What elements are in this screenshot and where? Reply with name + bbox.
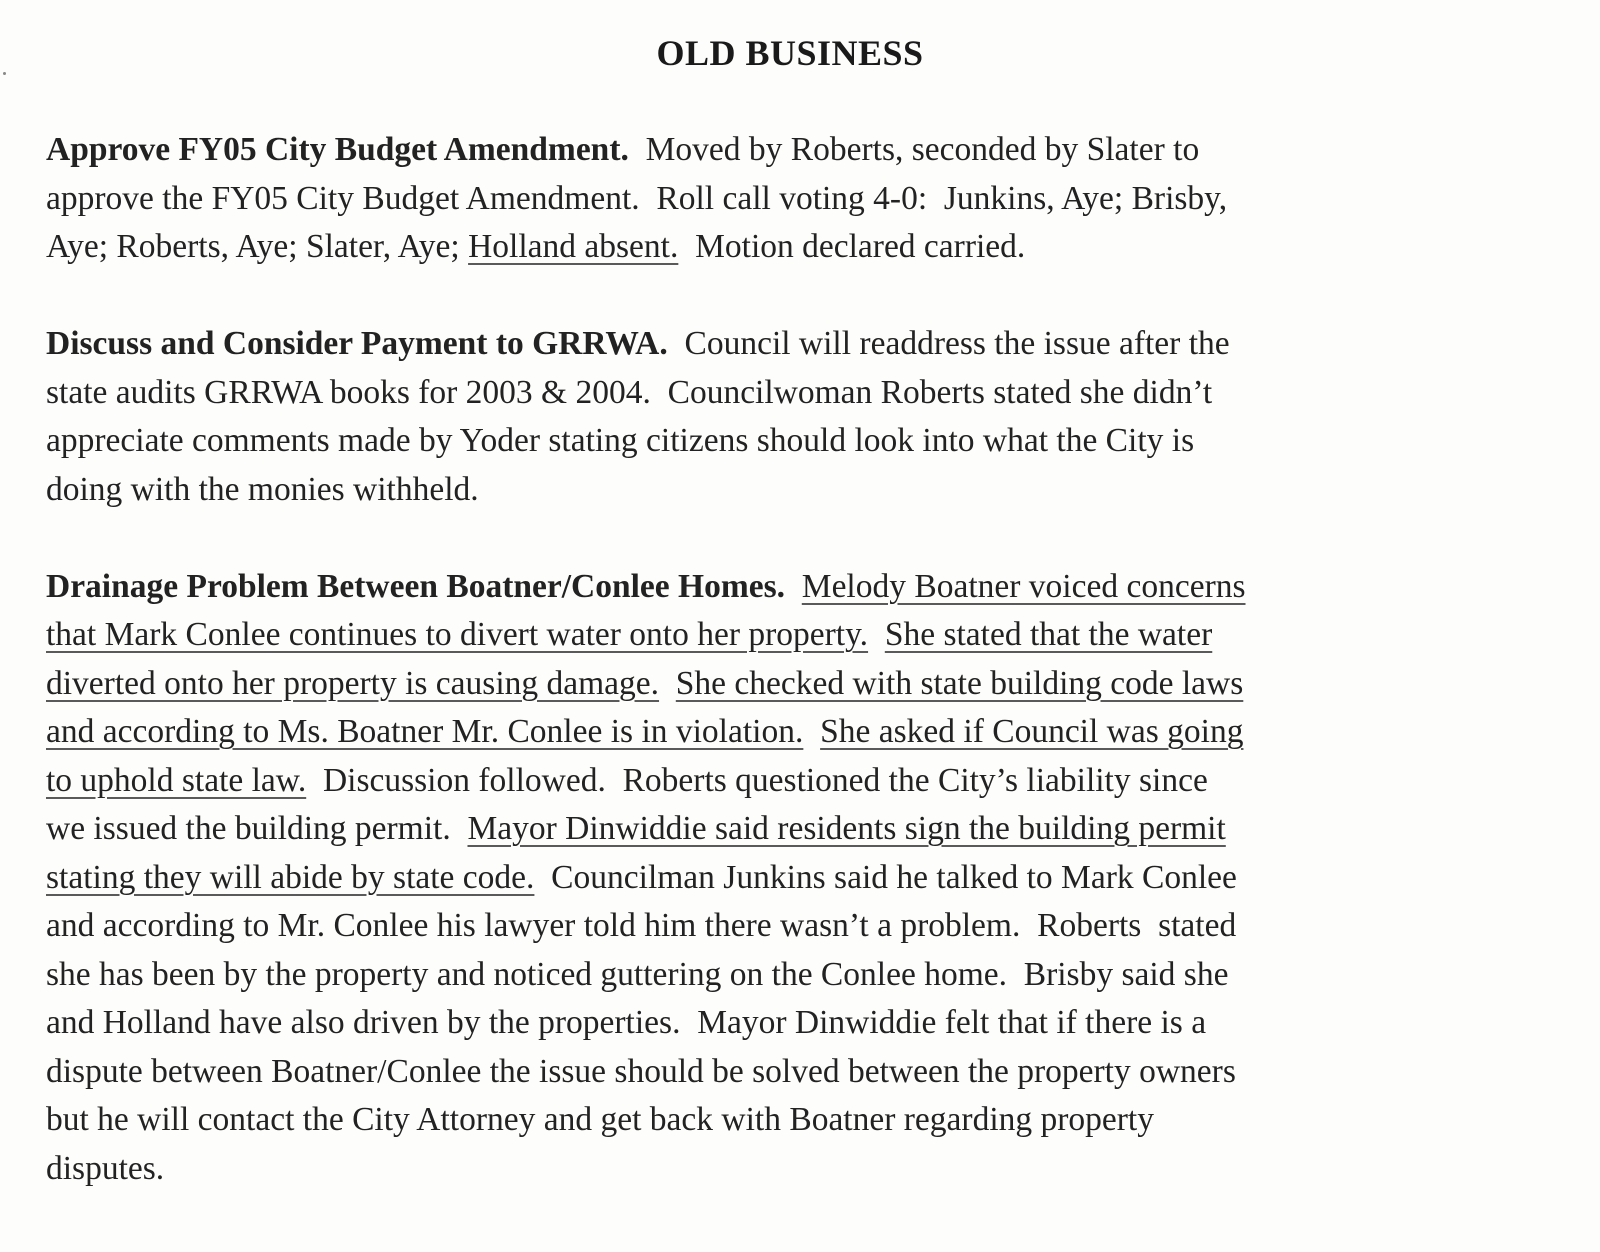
text-line xyxy=(46,563,1576,612)
body-text: and Holland have also driven by the properties. Mayor Dinwiddie felt that if there is a xyxy=(46,1004,1207,1041)
underlined-text: to uphold state law. xyxy=(46,761,307,799)
body-text: Councilman Junkins said he talked to Mark Conlee xyxy=(534,858,1237,896)
text-line xyxy=(46,805,1576,854)
text-line xyxy=(46,854,1576,903)
text-line xyxy=(46,951,1576,1000)
body-text xyxy=(803,713,820,750)
text-line xyxy=(46,320,1576,369)
text-line xyxy=(46,417,1576,466)
page-title: OLD BUSINESS xyxy=(656,33,924,73)
body-text xyxy=(868,616,885,653)
body-text: approve the FY05 City Budget Amendment. Roll call voting 4-0: Junkins, Aye; Brisby, xyxy=(46,179,1228,217)
minutes-body xyxy=(46,126,1576,1242)
text-line xyxy=(46,1145,1576,1194)
body-text: we issued the building permit. xyxy=(46,810,468,847)
text-line xyxy=(46,999,1576,1048)
body-text: doing with the monies withheld. xyxy=(46,470,479,508)
underlined-text: She checked with state building code laws xyxy=(675,664,1244,702)
underlined-text: that Mark Conlee continues to divert water onto her property. xyxy=(46,616,869,653)
text-line xyxy=(46,902,1576,951)
item-heading: Discuss and Consider Payment to GRRWA. xyxy=(46,325,668,362)
item-heading: Approve FY05 City Budget Amendment. xyxy=(46,131,629,168)
body-text: but he will contact the City Attorney and get back with Boatner regarding property xyxy=(46,1101,1154,1138)
text-line xyxy=(46,223,1576,272)
underlined-text: Mayor Dinwiddie said residents sign the building permit xyxy=(467,810,1226,847)
body-text: Council will readdress the issue after the xyxy=(667,325,1230,362)
underlined-text: and according to Ms. Boatner Mr. Conlee is in violation. xyxy=(46,713,804,750)
underlined-text: Melody Boatner voiced concerns xyxy=(801,567,1246,605)
text-line xyxy=(46,1096,1576,1145)
item-heading: Drainage Problem Between Boatner/Conlee Homes. xyxy=(46,567,786,605)
text-line xyxy=(46,369,1576,418)
text-line xyxy=(46,1048,1576,1097)
underlined-text: diverted onto her property is causing damage. xyxy=(46,664,660,702)
underlined-text: She stated that the water xyxy=(884,616,1213,653)
text-line xyxy=(46,175,1576,224)
text-line xyxy=(46,660,1576,709)
body-text xyxy=(785,568,802,605)
body-text: she has been by the property and noticed guttering on the Conlee home. Brisby said she xyxy=(46,955,1229,993)
body-text: and according to Mr. Conlee his lawyer told him there wasn’t a problem. Roberts stated xyxy=(46,907,1237,944)
item-budget-amendment xyxy=(46,126,1576,272)
underlined-text: stating they will abide by state code. xyxy=(46,858,535,896)
text-line xyxy=(46,126,1576,175)
underlined-text: Holland absent. xyxy=(468,228,679,265)
text-line xyxy=(46,611,1576,660)
body-text: Discussion followed. Roberts questioned the City’s liability since xyxy=(306,761,1208,799)
text-line xyxy=(46,466,1576,515)
underlined-text: She asked if Council was going xyxy=(820,713,1244,750)
body-text: Moved by Roberts, seconded by Slater to xyxy=(628,131,1200,168)
body-text: Motion declared carried. xyxy=(678,228,1026,265)
item-drainage-problem xyxy=(46,563,1576,1194)
body-text: appreciate comments made by Yoder stating citizens should look into what the City is xyxy=(46,422,1195,459)
body-text: disputes. xyxy=(46,1149,165,1187)
body-text: Aye; Roberts, Aye; Slater, Aye; xyxy=(46,228,469,265)
body-text: state audits GRRWA books for 2003 & 2004. Councilwoman Roberts stated she didn’t xyxy=(46,373,1213,411)
body-text xyxy=(659,665,676,702)
body-text: dispute between Boatner/Conlee the issue should be solved between the property owners xyxy=(46,1052,1236,1090)
text-line xyxy=(46,708,1576,757)
item-grrwa-payment xyxy=(46,320,1576,514)
text-line xyxy=(46,757,1576,806)
